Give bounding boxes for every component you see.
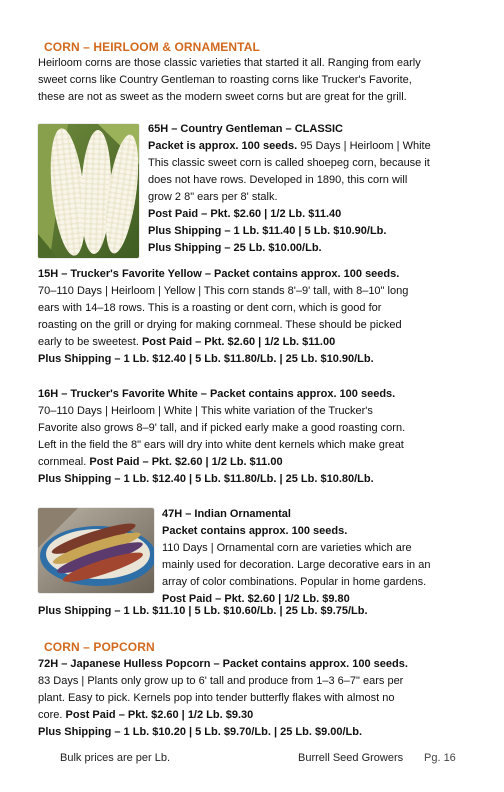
item-post-paid: Post Paid – Pkt. $2.60 | 1/2 Lb. $11.00 [89, 456, 283, 468]
item-desc-line: 110 Days | Ornamental corn are varieties which are [162, 542, 412, 554]
item-65h [148, 121, 431, 257]
indian-ornamental-photo [38, 508, 154, 593]
item-desc-line: 70–110 Days | Heirloom | White | This white variation of the Trucker's [38, 405, 373, 417]
item-desc-line: Favorite also grows 8–9' tall, and if picked early make a good roasting corn. [38, 422, 406, 434]
item-desc-line [38, 334, 408, 351]
item-desc-line: 70–110 Days | Heirloom | Yellow | This corn stands 8'–9' tall, with 8–10" long [38, 285, 409, 297]
item-desc-line: mainly used for decoration. Large decorative ears in an [162, 559, 431, 571]
item-desc-line: grow 2 8" ears per 8' stalk. [148, 191, 278, 203]
item-plus-shipping: Plus Shipping – 1 Lb. $12.40 | 5 Lb. $11.80/Lb. | 25 Lb. $10.80/Lb. [38, 473, 374, 485]
footer-note: Bulk prices are per Lb. [60, 752, 171, 764]
item-desc-line: ears with 14–18 rows. This is a roasting or dent corn, which is good for [38, 302, 382, 314]
item-packet-rest: 95 Days | Heirloom | White [297, 140, 431, 152]
item-desc-line: plant. Easy to pick. Kernels pop into tender butterfly flakes with almost no [38, 692, 395, 704]
item-desc-line: roasting on the grill or drying for making cornmeal. These should be picked [38, 319, 402, 331]
item-heading: 47H – Indian Ornamental [162, 508, 291, 520]
item-plus-shipping: Plus Shipping – 1 Lb. $10.20 | 5 Lb. $9.70/Lb. | 25 Lb. $9.00/Lb. [38, 726, 363, 738]
item-47h [162, 506, 430, 608]
item-price: Plus Shipping – 25 Lb. $10.00/Lb. [148, 242, 322, 254]
item-desc-line: array of color combinations. Popular in home gardens. [162, 576, 427, 588]
item-16h [38, 386, 405, 488]
item-post-paid: Post Paid – Pkt. $2.60 | 1/2 Lb. $9.30 [65, 709, 254, 721]
item-72h [38, 656, 408, 741]
item-packet: Packet contains approx. 100 seeds. [162, 525, 348, 537]
item-packet: Packet is approx. 100 seeds. [148, 140, 298, 152]
item-desc-last: early to be sweetest. [38, 336, 142, 348]
item-desc-line [38, 707, 408, 724]
item-post-paid: Post Paid – Pkt. $2.60 | 1/2 Lb. $9.80 [162, 593, 350, 605]
item-price: Plus Shipping – 1 Lb. $11.40 | 5 Lb. $10.90/Lb. [148, 225, 387, 237]
item-plus-shipping: Plus Shipping – 1 Lb. $12.40 | 5 Lb. $11.80/Lb. | 25 Lb. $10.90/Lb. [38, 353, 374, 365]
intro-paragraph [38, 55, 421, 106]
country-gentleman-photo [38, 124, 139, 258]
item-desc-line: Left in the field the 8" ears will dry into white dent kernels which make great [38, 439, 404, 451]
intro-line: sweet corns like Country Gentleman to roasting corns like Trucker's Favorite, [38, 74, 412, 86]
item-heading: 65H – Country Gentleman – CLASSIC [148, 123, 343, 135]
item-desc-line: 83 Days | Plants only grow up to 6' tall and produce from 1–3 6–7" ears per [38, 675, 404, 687]
item-desc-last: cornmeal. [38, 456, 90, 468]
section-title-heirloom: CORN – HEIRLOOM & ORNAMENTAL [44, 40, 260, 54]
footer-company: Burrell Seed Growers [298, 752, 404, 764]
item-packet-line [148, 138, 431, 155]
item-desc-line [38, 454, 405, 471]
item-price: Post Paid – Pkt. $2.60 | 1/2 Lb. $11.40 [148, 208, 342, 220]
item-desc-last: core. [38, 709, 66, 721]
intro-line: these are not as sweet as the modern sweet corns but are great for the grill. [38, 91, 407, 103]
item-heading: 72H – Japanese Hulless Popcorn – Packet contains approx. 100 seeds. [38, 658, 408, 670]
item-post-paid: Post Paid – Pkt. $2.60 | 1/2 Lb. $11.00 [141, 336, 336, 348]
item-15h [38, 266, 408, 368]
footer-page-number: Pg. 16 [424, 752, 456, 764]
intro-line: Heirloom corns are those classic varieties that started it all. Ranging from early [38, 57, 421, 69]
item-heading: 16H – Trucker's Favorite White – Packet contains approx. 100 seeds. [38, 388, 396, 400]
item-heading: 15H – Trucker's Favorite Yellow – Packet contains approx. 100 seeds. [38, 268, 400, 280]
section-title-popcorn: CORN – POPCORN [44, 640, 155, 654]
item-plus-shipping: Plus Shipping – 1 Lb. $11.10 | 5 Lb. $10.60/Lb. | 25 Lb. $9.75/Lb. [38, 605, 368, 617]
item-desc-line: This classic sweet corn is called shoepeg corn, because it [148, 157, 430, 169]
item-desc-line: does not have rows. Developed in 1890, this corn will [148, 174, 408, 186]
